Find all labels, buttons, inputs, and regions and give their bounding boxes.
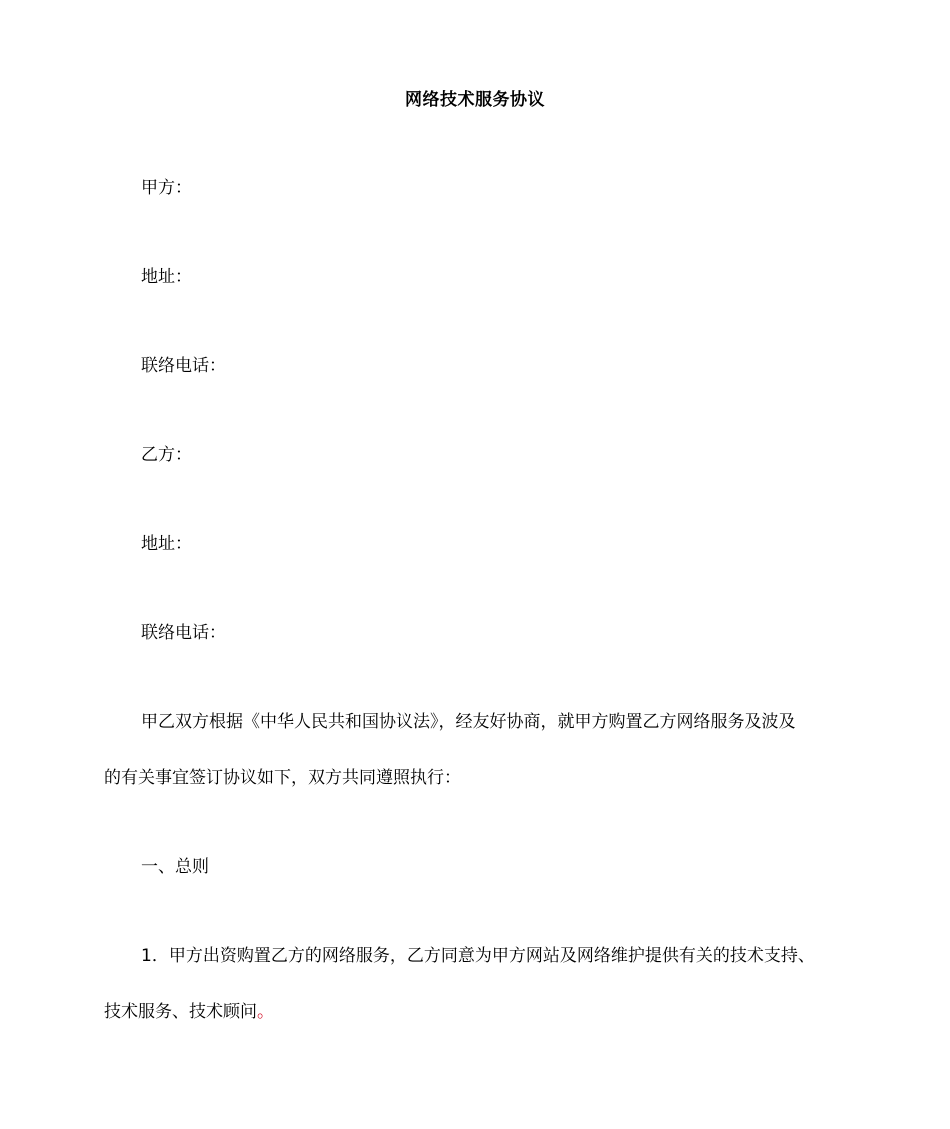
section-1-heading: 一、总则 [141, 857, 209, 877]
party-b-label: 乙方： [141, 445, 192, 465]
preamble-line-1: 甲乙双方根据《中华人民共和国协议法》，经友好协商，就甲方购置乙方网络服务及波及 [141, 712, 796, 732]
clause-1-line-2 [104, 1000, 274, 1024]
party-b-address-label: 地址： [141, 534, 192, 554]
document-title: 网络技术服务协议 [405, 90, 545, 110]
party-a-label: 甲方： [141, 178, 192, 198]
clause-1-line-2-text: 技术服务、技术顾问 [104, 1002, 257, 1022]
party-b-phone-label: 联络电话： [141, 623, 226, 643]
party-a-address-label: 地址： [141, 267, 192, 287]
preamble-line-2: 的有关事宜签订协议如下，双方共同遵照执行： [104, 768, 461, 788]
party-a-phone-label: 联络电话： [141, 356, 226, 376]
clause-1-line-1: 1．甲方出资购置乙方的网络服务，乙方同意为甲方网站及网络维护提供有关的技术支持、 [141, 946, 815, 966]
clause-1-end-mark: 。 [257, 1002, 274, 1022]
